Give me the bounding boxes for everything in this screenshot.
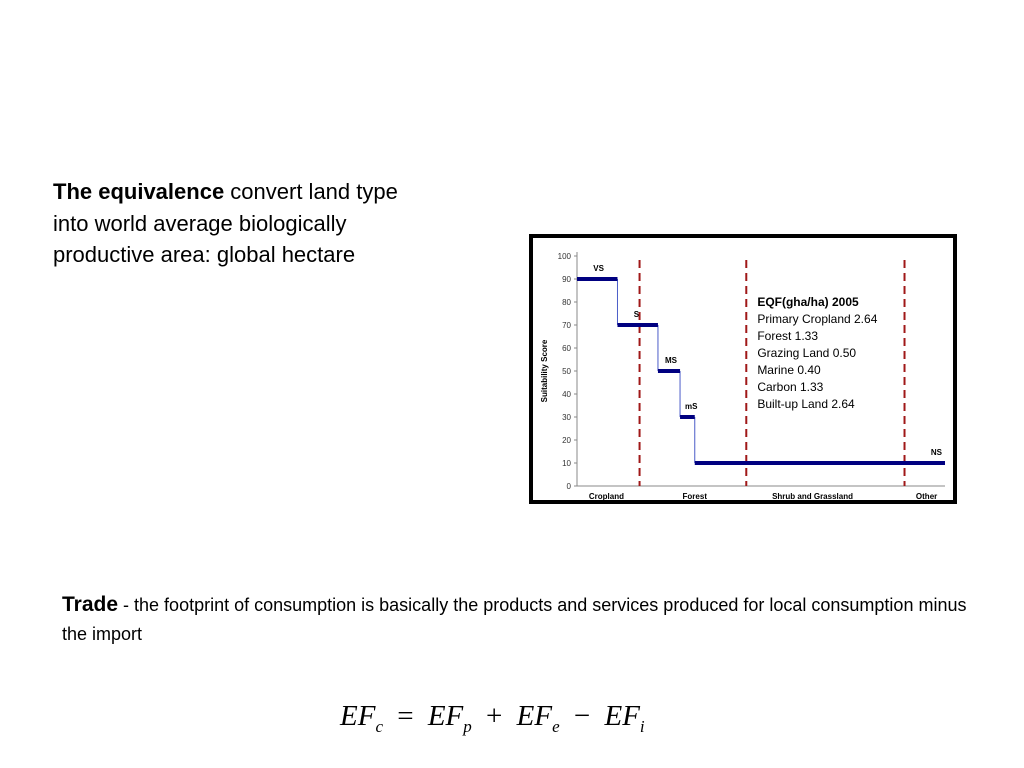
step-label: NS [930,448,942,457]
intro-rest: convert land type into world average biologically productive area: global hectare [53,179,398,267]
y-tick-label: 60 [562,344,571,353]
x-category-label: Cropland [588,492,624,500]
legend-item: Forest 1.33 [757,329,819,343]
y-tick-label: 10 [562,459,571,468]
y-tick-label: 40 [562,390,571,399]
intro-text [53,176,413,271]
chart-svg [533,238,953,500]
y-axis-title: Suitability Score [540,339,549,403]
suitability-chart [529,234,957,504]
eq-sub: i [639,717,645,736]
trade-rest: - the footprint of consumption is basically the products and services produced for local consumption minus the import [62,595,967,644]
step-label: mS [685,402,698,411]
trade-text [62,590,982,649]
x-category-label: Forest [682,492,707,500]
trade-bold: Trade [62,593,119,616]
step-label: VS [593,264,604,273]
y-tick-label: 30 [562,413,571,422]
legend-item: Grazing Land 0.50 [757,346,857,360]
eq-plus: + [486,700,503,732]
x-category-label: Shrub and Grassland [772,492,853,500]
eq-term-ef-e [516,700,560,736]
legend-item: Marine 0.40 [757,363,821,377]
step-label: MS [665,356,677,365]
eq-equals: = [397,700,414,732]
y-tick-label: 70 [562,321,571,330]
eq-ef: EF [340,700,376,732]
ef-equation [340,700,645,750]
legend-item: Built-up Land 2.64 [757,397,855,411]
x-category-label: Other [915,492,938,500]
eq-term-ef-i [604,700,645,736]
y-tick-label: 50 [562,367,571,376]
eq-sub: e [552,717,560,736]
legend-item: Primary Cropland 2.64 [757,312,878,326]
eq-term-ef-p [427,700,472,736]
y-tick-label: 0 [566,482,571,491]
eq-term-ef-c [340,700,383,736]
step-label: S [633,310,640,319]
eq-ef: EF [427,700,464,732]
legend-title: EQF(gha/ha) 2005 [757,295,859,309]
y-tick-label: 90 [562,275,571,284]
legend-item: Carbon 1.33 [757,380,824,394]
y-tick-label: 80 [562,298,571,307]
eq-minus: − [573,700,591,732]
eq-sub: p [463,717,472,736]
eq-ef: EF [516,700,553,732]
intro-bold: The equivalence [53,179,225,204]
y-tick-label: 20 [562,436,571,445]
eq-ef: EF [604,700,640,732]
y-tick-label: 100 [557,252,571,261]
eq-sub: c [375,717,383,736]
